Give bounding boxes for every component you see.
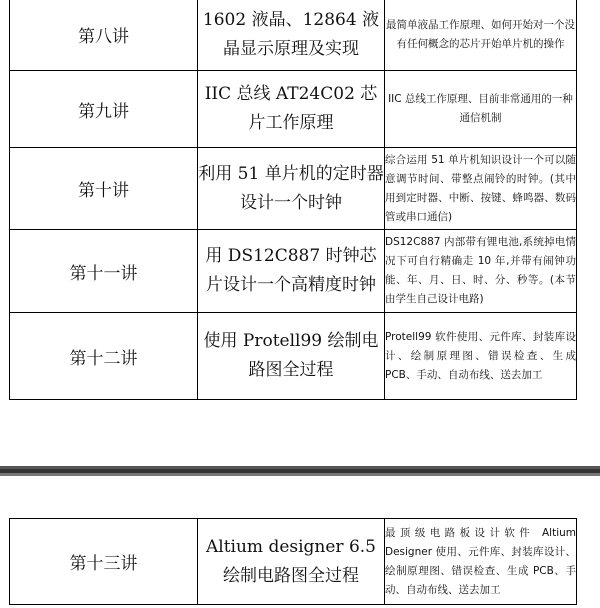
lecture-description: Protell99 软件使用、元件库、封装库设计、绘制原理图、错误检查、生成 PCB、手动、自动布线、送去加工 bbox=[385, 313, 577, 400]
page-divider bbox=[0, 466, 600, 476]
lecture-number: 第十二讲 bbox=[10, 313, 198, 400]
lecture-number: 第九讲 bbox=[10, 71, 198, 148]
lecture-number: 第十三讲 bbox=[10, 519, 198, 605]
lecture-number: 第十讲 bbox=[10, 148, 198, 230]
lecture-number: 第八讲 bbox=[10, 0, 198, 71]
lecture-description: 综合运用 51 单片机知识设计一个可以随意调节时间、带整点闹铃的时钟。(其中用到定时器、中断、按键、蜂鸣器、数码管或串口通信) bbox=[385, 148, 577, 230]
table-row bbox=[10, 0, 577, 71]
lecture-topic: 用 DS12C887 时钟芯片设计一个高精度时钟 bbox=[198, 230, 385, 313]
lecture-description: DS12C887 内部带有锂电池,系统掉电情况下可自行精确走 10 年,并带有闹钟功能、年、月、日、时、分、秒等。(本节由学生自己设计电路) bbox=[385, 230, 577, 313]
lecture-description: 最简单液晶工作原理、如何开始对一个没有任何概念的芯片开始单片机的操作 bbox=[385, 0, 577, 71]
lecture-number: 第十一讲 bbox=[10, 230, 198, 313]
lecture-topic: 使用 Protell99 绘制电路图全过程 bbox=[198, 313, 385, 400]
lecture-description: 最顶级电路板设计软件 Altium Designer 使用、元件库、封装库设计、绘制原理图、错误检查、生成 PCB、手动、自动布线、送去加工 bbox=[385, 519, 577, 605]
table-row bbox=[10, 519, 577, 605]
table-row bbox=[10, 313, 577, 400]
lecture-topic: IIC 总线 AT24C02 芯片工作原理 bbox=[198, 71, 385, 148]
lecture-topic: Altium designer 6.5 绘制电路图全过程 bbox=[198, 519, 385, 605]
table-row bbox=[10, 230, 577, 313]
table-row bbox=[10, 148, 577, 230]
course-table-top bbox=[9, 0, 577, 400]
lecture-description: IIC 总线工作原理、目前非常通用的一种通信机制 bbox=[385, 71, 577, 148]
table-row bbox=[10, 71, 577, 148]
lecture-topic: 1602 液晶、12864 液晶显示原理及实现 bbox=[198, 0, 385, 71]
course-table-bottom bbox=[9, 518, 577, 605]
lecture-topic: 利用 51 单片机的定时器设计一个时钟 bbox=[198, 148, 385, 230]
